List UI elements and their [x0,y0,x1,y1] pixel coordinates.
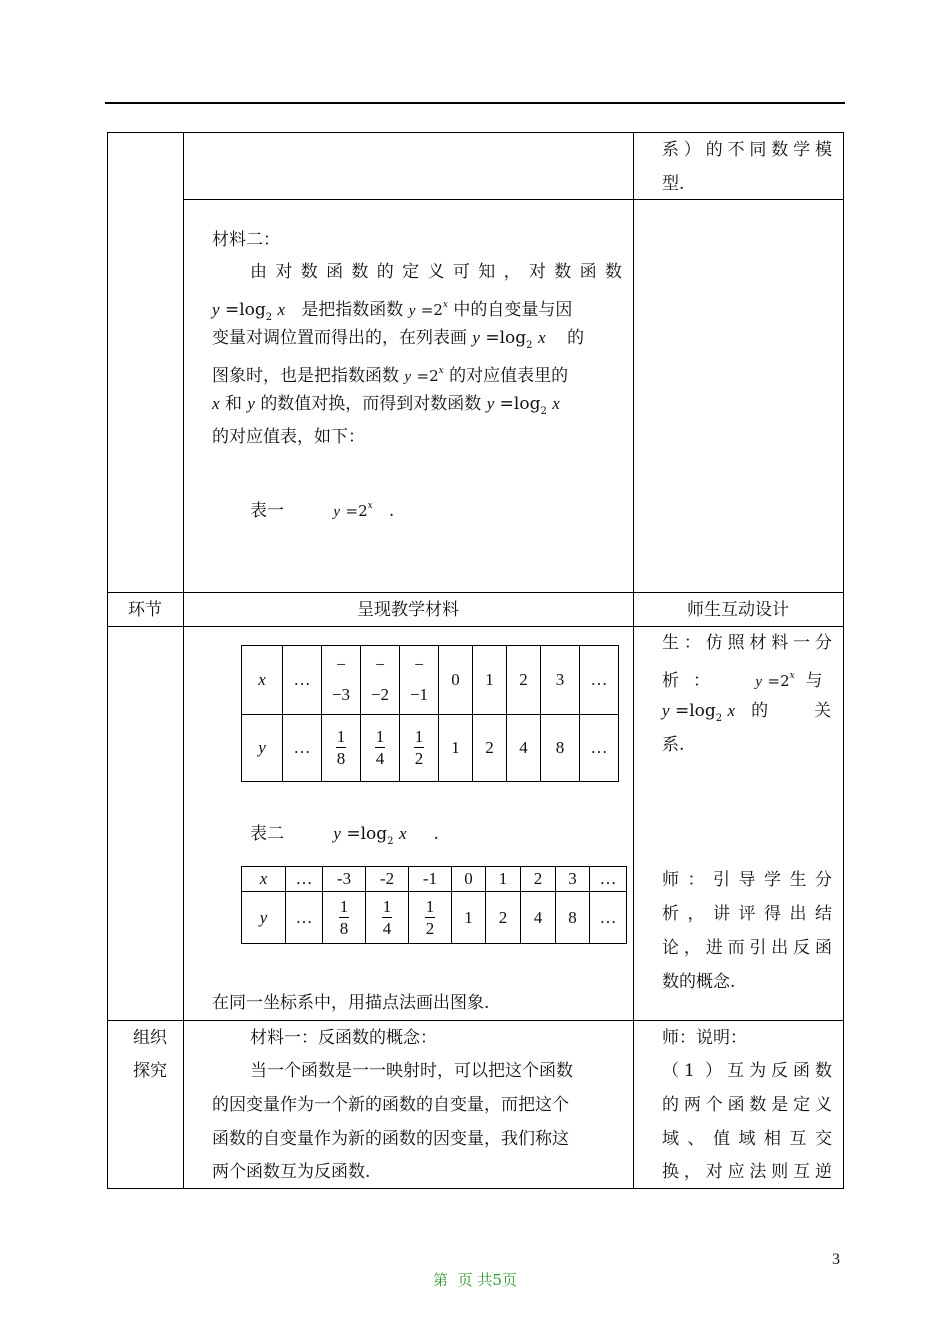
table2-caption: 表二 $y =\log_2$ x . [250,824,439,847]
t2-x-cell: -1 [409,867,452,892]
t2-x-cell: 2 [521,867,556,892]
note-line1: 师：说明： [662,1028,747,1048]
t2-y-cell: $\frac{1}{4}$ [366,892,409,944]
t1-y-cell: 8 [541,715,580,782]
note-line3: 的两个函数是定义 [662,1095,832,1115]
material1-line1: 当一个函数是一一映射时，可以把这个函数 [250,1061,573,1081]
note-line2: （1 ）互为反函数 [662,1061,832,1081]
t2-x-label: x [242,867,286,892]
note-line4: 域、值域相互交 [662,1129,832,1149]
teacher-line3: 论，进而引出反函 [662,938,832,958]
t2-x-cell: -3 [323,867,366,892]
student-line1: 生：仿照材料一分 [662,633,832,653]
t1-x-cell: … [580,646,619,715]
t2-y-cell: 1 [452,892,486,944]
teacher-line4: 数的概念. [662,972,736,992]
t1-x-cell: 1 [473,646,507,715]
material1-line3: 函数的自变量作为新的函数的因变量，我们称这 [212,1129,569,1149]
t1-x-cell: 2 [507,646,541,715]
table1-caption: 表一 $y =2^x$ . [250,501,395,521]
t1-x-cell: 3 [541,646,580,715]
t2-y-cell: … [286,892,323,944]
t1-x-label: x [242,646,283,715]
t1-y-cell: … [283,715,322,782]
page-footer: 第 页 共5页 [433,1271,517,1289]
material2-line6: 的对应值表，如下： [212,427,365,447]
t2-y-cell: 4 [521,892,556,944]
material1-title: 材料一：反函数的概念： [250,1028,437,1048]
student-line2: 析 ： $y =2^x$ 与 [662,671,823,691]
teacher-line1: 师：引导学生分 [662,870,832,890]
t1-y-label: y [242,715,283,782]
value-table-2 [241,866,627,944]
t2-y-cell: $\frac{1}{8}$ [323,892,366,944]
t2-x-cell: 1 [486,867,521,892]
t1-y-cell: $\frac{1}{8}$ [322,715,361,782]
section-label-line2: 探究 [133,1061,167,1081]
student-line4: 系. [662,735,685,755]
row0-right-line1: 系）的不同数学模 [662,140,832,160]
t1-y-cell: $\frac{1}{2}$ [400,715,439,782]
section-label-line1: 组织 [133,1028,167,1048]
t1-y-cell: … [580,715,619,782]
student-line3: $y =\log_2$ x 的 关 [662,701,832,724]
t1-y-cell: 4 [507,715,541,782]
t2-y-cell: $\frac{1}{2}$ [409,892,452,944]
material2-line1: 由对数函数的定义可知，对数函数 [250,262,622,282]
t2-x-cell: 3 [556,867,590,892]
t2-y-label: y [242,892,286,944]
t2-x-cell: 0 [452,867,486,892]
t1-x-cell: 0 [439,646,473,715]
material1-line4: 两个函数互为反函数. [212,1162,371,1182]
header-stage: 环节 [128,600,162,620]
t2-y-cell: … [590,892,627,944]
note-line5: 换，对应法则互逆 [662,1162,832,1182]
t2-y-cell: 2 [486,892,521,944]
header-interaction: 师生互动设计 [687,600,789,620]
t1-x-cell: − −3 [322,646,361,715]
t2-x-cell: -2 [366,867,409,892]
t1-x-cell: … [283,646,322,715]
t1-x-cell: − −2 [361,646,400,715]
teacher-line2: 析，讲评得出结 [662,904,832,924]
material2-title: 材料二： [212,230,280,250]
t1-y-cell: 1 [439,715,473,782]
t2-x-cell: … [286,867,323,892]
draw-instruction: 在同一坐标系中，用描点法画出图象. [212,993,490,1013]
t1-y-cell: $\frac{1}{4}$ [361,715,400,782]
value-table-1 [241,645,619,782]
material1-line2: 的因变量作为一个新的函数的自变量，而把这个 [212,1095,569,1115]
row0-right-line2: 型. [662,174,685,194]
material2-line4: 图象时，也是把指数函数 $y =2^x$ 的对应值表里的 [212,366,569,386]
material2-line3: 变量对调位置而得出的，在列表画 $y =\log_2$ x 的 [212,328,585,351]
header-material: 呈现教学材料 [357,600,459,620]
material2-line2: $y =\log_2$ x 是把指数函数 $y =2^x$ 中的自变量与因 [212,300,573,323]
page-number: 3 [832,1251,840,1268]
t2-y-cell: 8 [556,892,590,944]
material2-line5: x 和 y 的数值对换，而得到对数函数 $y =\log_2$ x [212,394,560,417]
header-rule [105,102,845,104]
t1-y-cell: 2 [473,715,507,782]
t1-x-cell: − −1 [400,646,439,715]
t2-x-cell: … [590,867,627,892]
